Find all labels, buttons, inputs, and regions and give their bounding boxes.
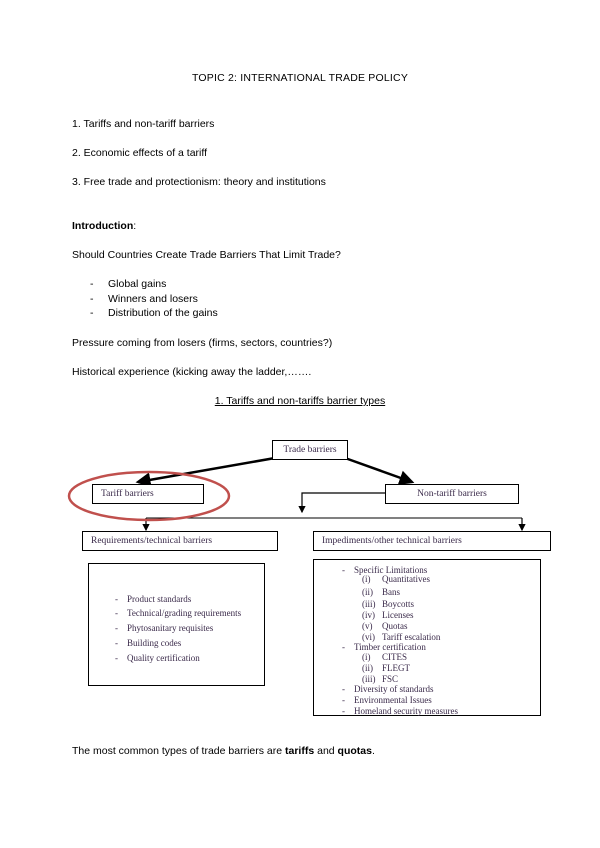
- bullet-dash: -: [90, 293, 94, 305]
- bullet-text: Global gains: [108, 278, 167, 290]
- outline-item-3: 3. Free trade and protectionism: theory and institutions: [72, 176, 326, 188]
- box-impediments: Impediments/other technical barriers: [313, 531, 551, 551]
- closing-quotas: quotas: [337, 745, 372, 757]
- arrow-nontariff-left: [302, 493, 385, 512]
- page-title: TOPIC 2: INTERNATIONAL TRADE POLICY: [191, 72, 409, 84]
- bullet-dash: -: [90, 307, 94, 319]
- bullet-text: Distribution of the gains: [108, 307, 218, 319]
- bullet-dash: -: [90, 278, 94, 290]
- box-requirements: Requirements/technical barriers: [82, 531, 278, 551]
- closing-tariffs: tariffs: [285, 745, 315, 757]
- intro-question: Should Countries Create Trade Barriers That Limit Trade?: [72, 249, 341, 261]
- outline-item-1: 1. Tariffs and non-tariff barriers: [72, 118, 215, 130]
- arrow-root-to-nontariff: [345, 458, 412, 482]
- section-heading: 1. Tariffs and non-tariffs barrier types: [214, 395, 386, 407]
- intro-colon: :: [133, 220, 137, 232]
- trade-barriers-diagram: [0, 430, 600, 730]
- intro-heading: Introduction: [72, 220, 134, 232]
- closing-sentence: [72, 745, 375, 758]
- impediments-list-box: - Specific Limitations (i) Quantitatives (ii) Bans (iii) Boycotts (iv) Licenses (v) Quotas (vi) Tariff escalation - Timber certification (i) CITES (ii) FLEGT (iii) FSC - Diversity of standards - Environmental Issues - Homeland security measures: [313, 559, 541, 716]
- closing-text-3: .: [371, 745, 375, 757]
- intro-heading-line: [72, 220, 136, 233]
- box-trade-barriers: Trade barriers: [272, 440, 348, 460]
- outline-item-2: 2. Economic effects of a tariff: [72, 147, 208, 159]
- closing-text-2: and: [314, 745, 338, 757]
- historical-text: Historical experience (kicking away the ladder,…….: [72, 366, 312, 378]
- box-non-tariff-barriers: Non-tariff barriers: [385, 484, 519, 504]
- pressure-text: Pressure coming from losers (firms, sectors, countries?): [72, 337, 333, 349]
- box-tariff-barriers: Tariff barriers: [92, 484, 204, 504]
- bullet-text: Winners and losers: [108, 293, 198, 305]
- closing-text-1: The most common types of trade barriers are: [72, 745, 285, 757]
- requirements-list-box: - Product standards - Technical/grading requirements - Phytosanitary requisites - Building codes - Quality certification: [88, 563, 265, 686]
